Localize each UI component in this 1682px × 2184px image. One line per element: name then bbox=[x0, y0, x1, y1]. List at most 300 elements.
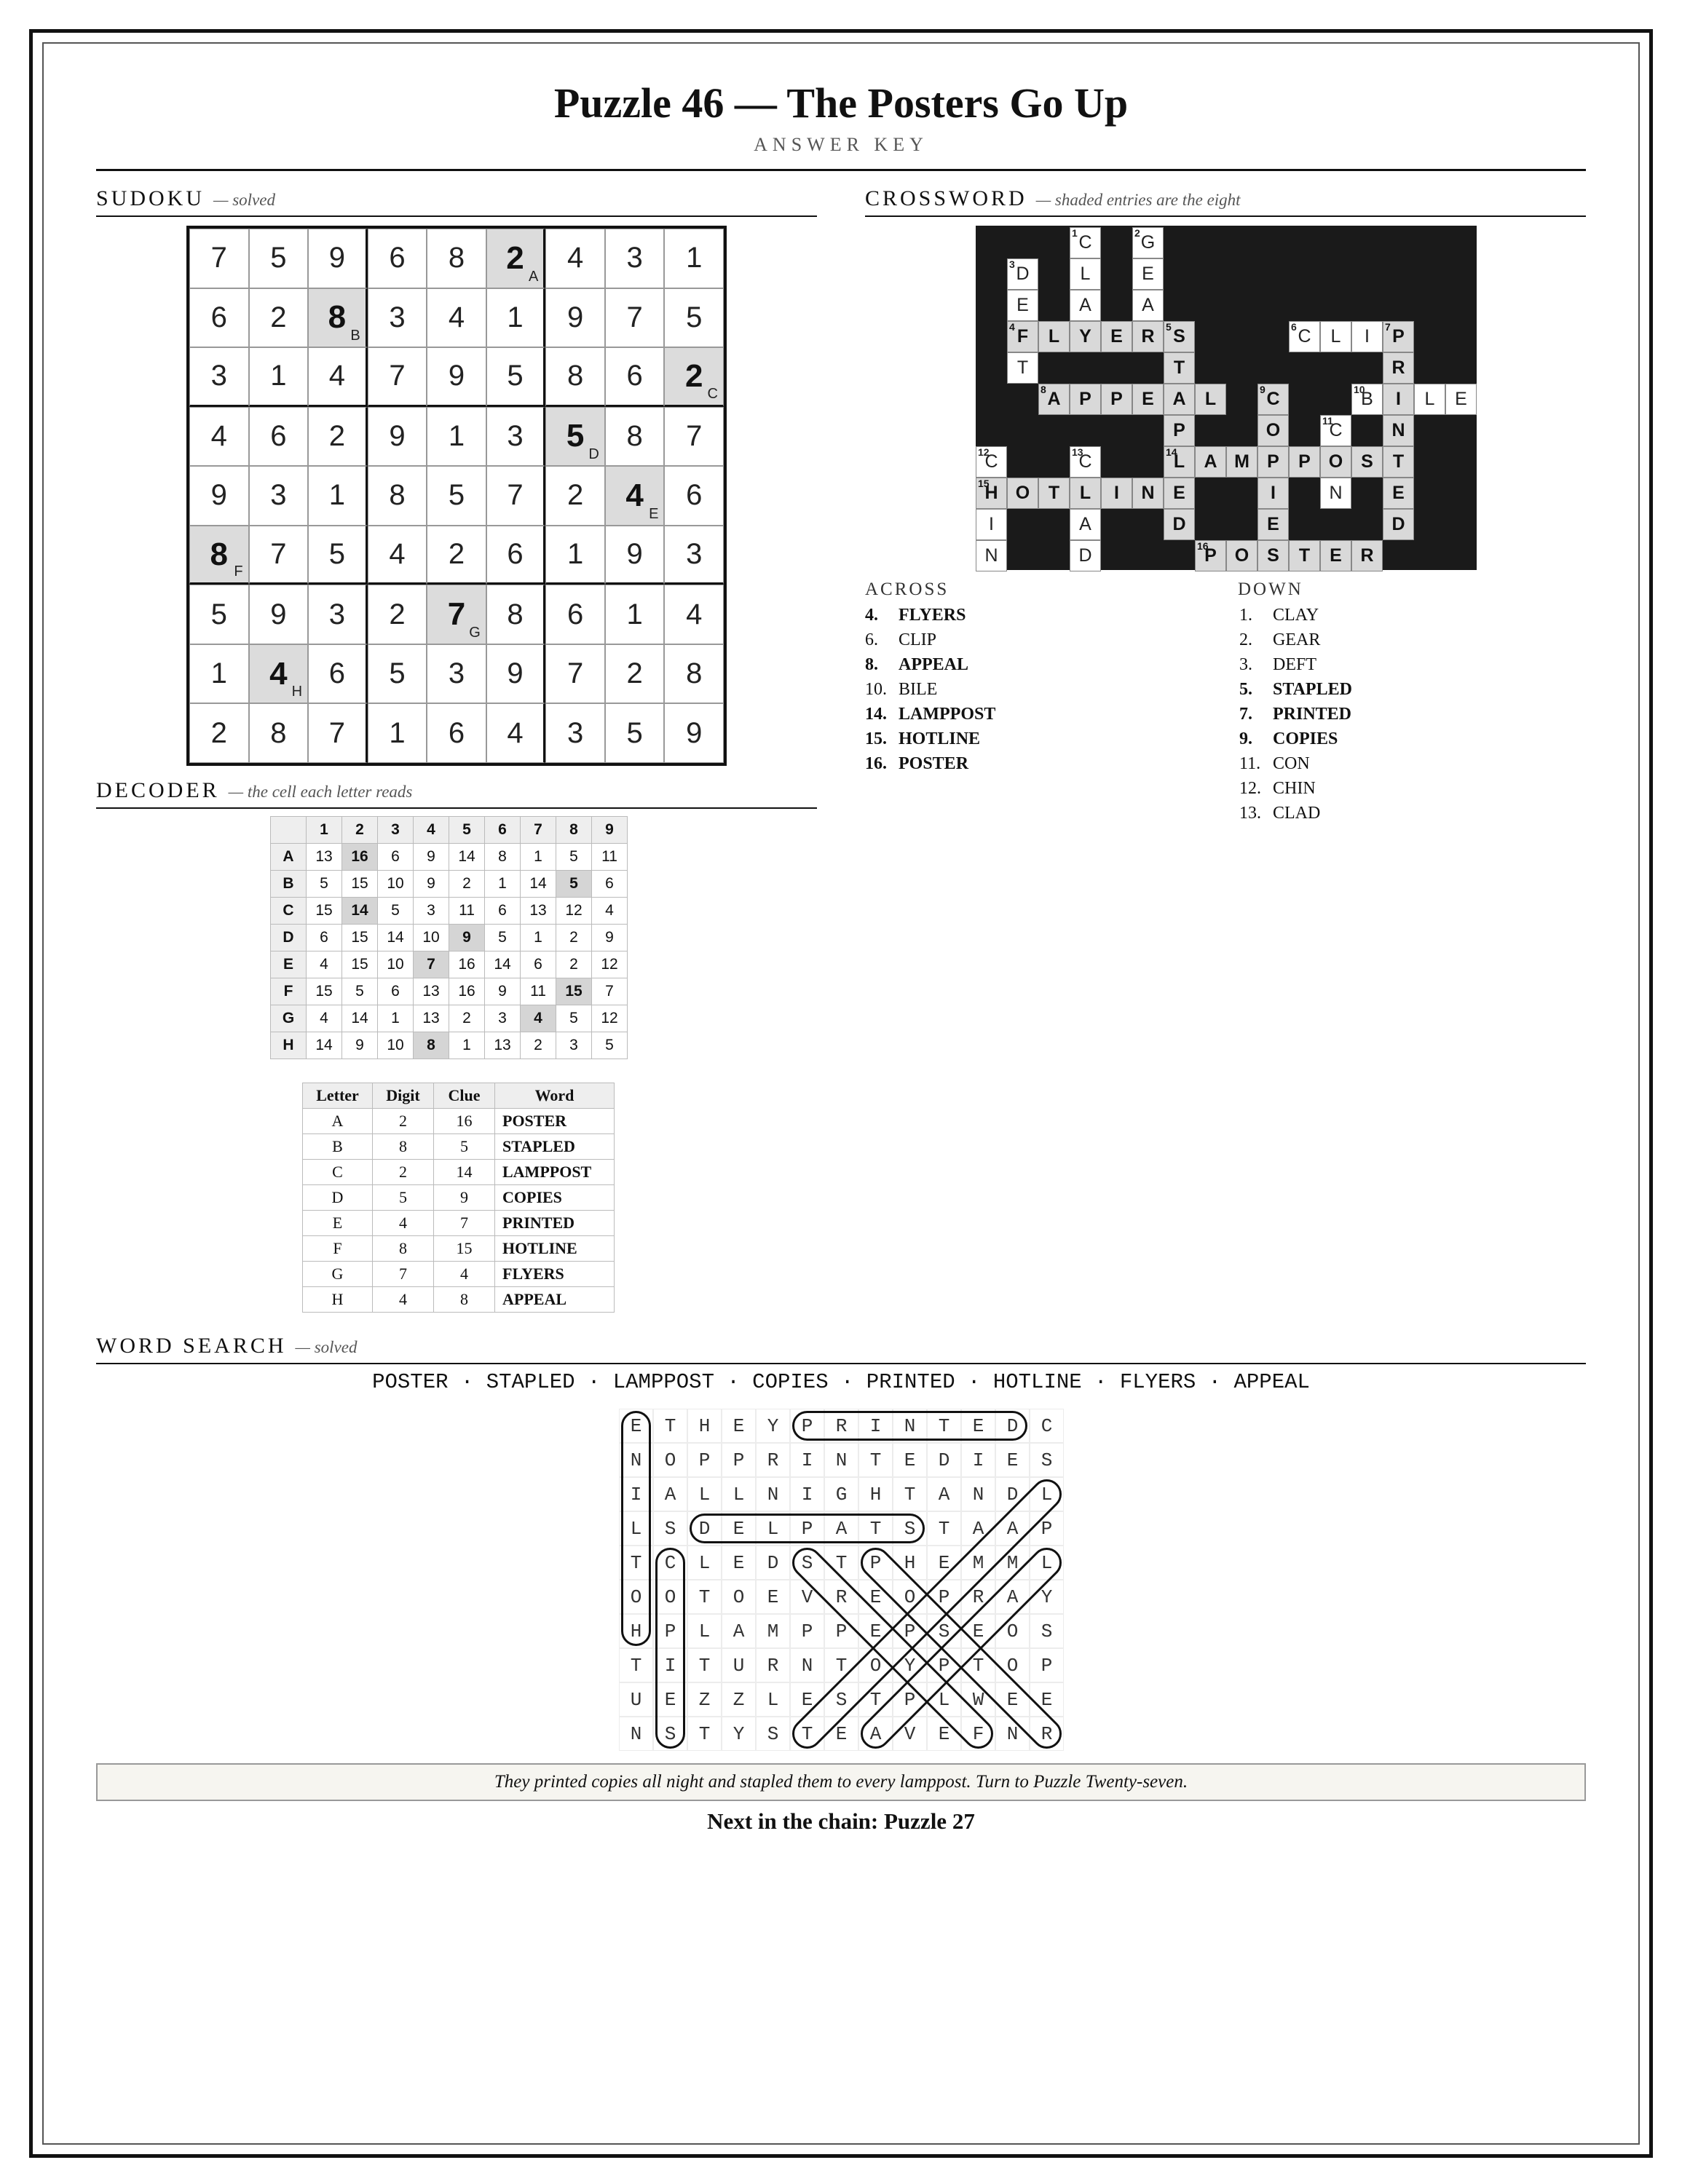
key-cell: 5 bbox=[434, 1134, 495, 1160]
decoder-cell: 5 bbox=[485, 925, 521, 951]
sudoku-cell bbox=[545, 526, 605, 585]
sudoku-digit: 8 bbox=[270, 716, 287, 749]
sudoku-letter-tag: F bbox=[234, 563, 243, 580]
sudoku-cell bbox=[368, 288, 427, 348]
decoder-cell: 15 bbox=[307, 898, 342, 925]
word-search-cell: P bbox=[790, 1409, 824, 1443]
decoder-row bbox=[271, 898, 628, 925]
sudoku-cell bbox=[368, 703, 427, 763]
decoder-col-head: 4 bbox=[414, 817, 449, 844]
decoder-row bbox=[271, 951, 628, 978]
crossword-letter: C bbox=[1078, 451, 1092, 472]
decoder-header-row bbox=[271, 817, 628, 844]
clue-number: 2. bbox=[1239, 630, 1252, 649]
clue-number: 3. bbox=[1239, 655, 1252, 674]
sudoku-digit: 2 bbox=[448, 538, 465, 571]
sudoku-cell bbox=[308, 703, 368, 763]
sudoku-cell bbox=[249, 585, 309, 644]
word-search-cell: D bbox=[756, 1546, 790, 1580]
decoder-cell: 11 bbox=[592, 844, 628, 871]
word-search-cell: S bbox=[653, 1717, 687, 1751]
decoder-col-head: 3 bbox=[378, 817, 414, 844]
crossword-cell bbox=[1070, 446, 1101, 478]
clue-answer: CLIP bbox=[899, 630, 937, 649]
clue-entry bbox=[865, 655, 968, 675]
clue-entry bbox=[865, 729, 980, 749]
crossword-cell bbox=[1164, 352, 1195, 384]
word-search-cell: A bbox=[653, 1477, 687, 1511]
decoder-cell: 15 bbox=[342, 925, 378, 951]
crossword-number: 7 bbox=[1385, 321, 1391, 333]
word-search-cell: Z bbox=[687, 1682, 722, 1717]
key-row bbox=[303, 1287, 615, 1313]
decoder-cell: 4 bbox=[592, 898, 628, 925]
decoder-row-head: C bbox=[271, 898, 307, 925]
word-search-cell: O bbox=[995, 1648, 1030, 1682]
crossword-cell bbox=[1101, 478, 1132, 509]
sudoku-digit: 5 bbox=[210, 598, 227, 630]
word-search-cell: O bbox=[858, 1648, 893, 1682]
decoder-cell: 5 bbox=[592, 1032, 628, 1059]
decoder-cell: 2 bbox=[521, 1032, 556, 1059]
key-cell: 4 bbox=[373, 1211, 434, 1236]
word-search-cell: E bbox=[995, 1443, 1030, 1477]
key-cell: 16 bbox=[434, 1109, 495, 1134]
word-search-cell: A bbox=[858, 1717, 893, 1751]
sudoku-cell bbox=[308, 288, 368, 348]
crossword-letter: A bbox=[1079, 514, 1091, 534]
clue-answer: GEAR bbox=[1273, 630, 1321, 649]
clue-entry bbox=[1239, 655, 1316, 675]
decoder-cell: 9 bbox=[414, 871, 449, 898]
crossword-letter: I bbox=[1271, 483, 1276, 503]
page-title: Puzzle 46 — The Posters Go Up bbox=[553, 79, 1129, 127]
decoder-cell: 8 bbox=[414, 1032, 449, 1059]
crossword-letter: D bbox=[1172, 514, 1186, 534]
word-search-cell: I bbox=[653, 1648, 687, 1682]
decoder-cell: 2 bbox=[449, 871, 485, 898]
decoder-cell: 14 bbox=[521, 871, 556, 898]
crossword-cell bbox=[1351, 540, 1383, 571]
crossword-cell bbox=[1257, 509, 1289, 540]
wordsearch-header bbox=[96, 1334, 1586, 1364]
word-search-cell: N bbox=[961, 1477, 995, 1511]
word-search-cell: T bbox=[619, 1648, 653, 1682]
section-note: — solved bbox=[213, 191, 275, 209]
clue-entry bbox=[1239, 606, 1319, 625]
crossword-letter: D bbox=[1391, 514, 1405, 534]
clue-entry bbox=[1239, 804, 1320, 823]
clue-entry bbox=[1239, 705, 1351, 724]
clue-answer: PRINTED bbox=[1273, 705, 1352, 724]
key-cell: G bbox=[303, 1262, 373, 1287]
crossword-letter: P bbox=[1173, 420, 1185, 440]
sudoku-digit: 7 bbox=[210, 242, 227, 274]
crossword-letter: O bbox=[1266, 420, 1281, 440]
word-list: POSTER · STAPLED · LAMPPOST · COPIES · PRINTED · HOTLINE · FLYERS · APPEAL bbox=[372, 1370, 1310, 1394]
word-search-cell: E bbox=[722, 1546, 756, 1580]
word-search-cell: H bbox=[893, 1546, 927, 1580]
word-search-cell: H bbox=[858, 1477, 893, 1511]
sudoku-cell bbox=[545, 644, 605, 704]
sudoku-digit: 3 bbox=[270, 479, 287, 512]
crossword-cell bbox=[1007, 352, 1038, 384]
decoder-cell: 8 bbox=[485, 844, 521, 871]
clue-entry bbox=[865, 606, 966, 625]
sudoku-digit: 9 bbox=[270, 598, 287, 630]
decoder-cell: 6 bbox=[378, 978, 414, 1005]
sudoku-cell bbox=[545, 466, 605, 526]
word-search-cell: C bbox=[653, 1546, 687, 1580]
decoder-cell: 2 bbox=[556, 951, 592, 978]
crossword-letter: T bbox=[1298, 545, 1311, 566]
sudoku-digit: 7 bbox=[270, 538, 287, 571]
decoder-col-head: 2 bbox=[342, 817, 378, 844]
sudoku-letter-tag: C bbox=[707, 385, 718, 402]
crossword-letter: P bbox=[1298, 451, 1311, 472]
sudoku-digit: 8 bbox=[389, 479, 406, 512]
crossword-cell bbox=[1383, 509, 1414, 540]
sudoku-cell bbox=[486, 585, 546, 644]
crossword-cell bbox=[1351, 321, 1383, 352]
sudoku-digit: 7 bbox=[389, 360, 406, 392]
key-row bbox=[303, 1185, 615, 1211]
decoder-cell: 1 bbox=[449, 1032, 485, 1059]
word-search-cell: L bbox=[687, 1614, 722, 1648]
key-cell: PRINTED bbox=[495, 1211, 615, 1236]
crossword-letter: T bbox=[1173, 357, 1185, 378]
word-search-cell: N bbox=[756, 1477, 790, 1511]
clue-entry bbox=[1239, 680, 1352, 700]
crossword-cell bbox=[1257, 540, 1289, 571]
word-search-cell: S bbox=[1030, 1614, 1064, 1648]
sudoku-digit: 7 bbox=[686, 419, 703, 452]
clue-number: 7. bbox=[1239, 705, 1252, 724]
crossword-letter: T bbox=[1016, 357, 1029, 378]
crossword-number: 4 bbox=[1009, 321, 1015, 333]
sudoku-digit: 4 bbox=[328, 360, 345, 392]
word-search-cell: C bbox=[1030, 1409, 1064, 1443]
word-search-cell: E bbox=[927, 1546, 961, 1580]
crossword-letter: A bbox=[1047, 389, 1061, 409]
key-row bbox=[303, 1134, 615, 1160]
crossword-cell bbox=[1320, 478, 1351, 509]
decoder-col-head: 8 bbox=[556, 817, 592, 844]
key-cell: 8 bbox=[373, 1134, 434, 1160]
sudoku-cell bbox=[368, 466, 427, 526]
sudoku-cell bbox=[368, 407, 427, 467]
sudoku-cell bbox=[368, 644, 427, 704]
crossword-cell bbox=[1320, 446, 1351, 478]
word-search-cell: P bbox=[858, 1546, 893, 1580]
crossword-letter: S bbox=[1361, 451, 1373, 472]
sudoku-digit: 4 bbox=[625, 477, 644, 513]
decoder-col-head: 9 bbox=[592, 817, 628, 844]
word-search-cell: T bbox=[961, 1648, 995, 1682]
decoder-cell: 10 bbox=[414, 925, 449, 951]
crossword-letter: E bbox=[1455, 389, 1467, 409]
crossword-number: 11 bbox=[1322, 415, 1333, 427]
sudoku-cell bbox=[427, 644, 486, 704]
crossword-cell bbox=[1132, 384, 1164, 415]
sudoku-letter-tag: D bbox=[588, 446, 599, 463]
word-search-cell: L bbox=[687, 1546, 722, 1580]
crossword-cell bbox=[1383, 352, 1414, 384]
sudoku-digit: 4 bbox=[269, 655, 288, 692]
crossword-letter: P bbox=[1204, 545, 1217, 566]
sudoku-digit: 6 bbox=[389, 242, 406, 274]
sudoku-digit: 5 bbox=[566, 418, 585, 454]
decoder-col-head: 1 bbox=[307, 817, 342, 844]
crossword-letter: A bbox=[1079, 295, 1091, 315]
crossword-cell bbox=[1070, 258, 1101, 290]
crossword-letter: D bbox=[1078, 545, 1092, 566]
crossword-cell bbox=[1320, 540, 1351, 571]
decoder-cell: 4 bbox=[307, 1005, 342, 1032]
crossword-letter: N bbox=[1141, 483, 1155, 503]
clue-number: 8. bbox=[865, 655, 878, 674]
sudoku-cell bbox=[605, 585, 665, 644]
word-search-cell: R bbox=[824, 1580, 858, 1614]
word-search-cell: N bbox=[995, 1717, 1030, 1751]
crossword-cell bbox=[1445, 384, 1477, 415]
crossword-letter: R bbox=[1141, 326, 1155, 347]
decoder-cell: 16 bbox=[342, 844, 378, 871]
word-search-cell: T bbox=[687, 1580, 722, 1614]
key-col-head: Clue bbox=[434, 1083, 495, 1109]
decoder-row-head: D bbox=[271, 925, 307, 951]
sudoku-digit: 7 bbox=[507, 479, 524, 512]
word-search-cell: E bbox=[961, 1614, 995, 1648]
sudoku-digit: 9 bbox=[626, 538, 643, 571]
clue-answer: HOTLINE bbox=[899, 729, 981, 748]
clue-number: 13. bbox=[1239, 804, 1261, 823]
word-search-cell: I bbox=[961, 1443, 995, 1477]
crossword-cell bbox=[1320, 321, 1351, 352]
sudoku-cell bbox=[308, 407, 368, 467]
decoder-cell: 13 bbox=[485, 1032, 521, 1059]
sudoku-cell bbox=[189, 347, 249, 407]
word-search-cell: H bbox=[687, 1409, 722, 1443]
key-cell: B bbox=[303, 1134, 373, 1160]
crossword-cell bbox=[1007, 478, 1038, 509]
decoder-cell: 14 bbox=[307, 1032, 342, 1059]
key-cell: COPIES bbox=[495, 1185, 615, 1211]
sudoku-cell bbox=[249, 229, 309, 288]
word-search-cell: T bbox=[858, 1682, 893, 1717]
decoder-cell: 5 bbox=[378, 898, 414, 925]
sudoku-digit: 4 bbox=[686, 598, 703, 630]
sudoku-digit: 8 bbox=[507, 598, 524, 630]
crossword-header bbox=[865, 186, 1586, 217]
decoder-cell: 1 bbox=[521, 925, 556, 951]
crossword-letter: A bbox=[1142, 295, 1154, 315]
word-search-cell: P bbox=[893, 1614, 927, 1648]
crossword-cell bbox=[1257, 415, 1289, 446]
sudoku-digit: 5 bbox=[448, 479, 465, 512]
word-search-cell: L bbox=[619, 1511, 653, 1546]
word-search-cell: T bbox=[927, 1409, 961, 1443]
word-search-cell: E bbox=[790, 1682, 824, 1717]
clue-entry bbox=[865, 754, 968, 774]
word-search-cell: A bbox=[927, 1477, 961, 1511]
decoder-cell: 14 bbox=[342, 898, 378, 925]
crossword-letter: H bbox=[984, 483, 998, 503]
sudoku-cell bbox=[605, 229, 665, 288]
crossword-cell bbox=[1164, 478, 1195, 509]
sudoku-digit: 3 bbox=[328, 598, 345, 630]
word-search-cell: L bbox=[1030, 1477, 1064, 1511]
section-note: — solved bbox=[295, 1338, 358, 1356]
sudoku-cell bbox=[427, 407, 486, 467]
word-search-cell: L bbox=[927, 1682, 961, 1717]
key-row bbox=[303, 1262, 615, 1287]
word-search-cell: A bbox=[722, 1614, 756, 1648]
decoder-cell: 14 bbox=[342, 1005, 378, 1032]
crossword-cell bbox=[1132, 478, 1164, 509]
decoder-col-head: 7 bbox=[521, 817, 556, 844]
sudoku-cell bbox=[664, 347, 724, 407]
word-search-cell: E bbox=[824, 1717, 858, 1751]
clue-number: 12. bbox=[1239, 779, 1261, 798]
key-col-head: Digit bbox=[373, 1083, 434, 1109]
crossword-number: 1 bbox=[1072, 227, 1078, 239]
sudoku-cell bbox=[249, 347, 309, 407]
sudoku-cell bbox=[664, 526, 724, 585]
section-name: CROSSWORD bbox=[865, 186, 1027, 210]
sudoku-cell bbox=[664, 407, 724, 467]
word-search-cell: T bbox=[824, 1546, 858, 1580]
sudoku-digit: 2 bbox=[566, 479, 584, 512]
decoder-cell: 9 bbox=[485, 978, 521, 1005]
sudoku-digit: 4 bbox=[566, 242, 584, 274]
sudoku-cell bbox=[308, 347, 368, 407]
key-cell: F bbox=[303, 1236, 373, 1262]
sudoku-cell bbox=[486, 644, 546, 704]
sudoku-digit: 2 bbox=[506, 240, 524, 276]
sudoku-cell bbox=[249, 407, 309, 467]
title-rule bbox=[96, 169, 1586, 171]
sudoku-digit: 2 bbox=[210, 716, 227, 749]
crossword-cell bbox=[1195, 540, 1226, 571]
crossword-cell bbox=[976, 446, 1007, 478]
decoder-cell: 6 bbox=[485, 898, 521, 925]
crossword-letter: N bbox=[1329, 483, 1343, 503]
clue-number: 5. bbox=[1239, 680, 1252, 699]
clue-entry bbox=[865, 705, 995, 724]
sudoku-cell bbox=[486, 526, 546, 585]
clue-answer: APPEAL bbox=[899, 655, 968, 674]
word-search-cell: E bbox=[653, 1682, 687, 1717]
crossword-cell bbox=[1195, 446, 1226, 478]
clue-number: 9. bbox=[1239, 729, 1252, 748]
sudoku-cell bbox=[545, 229, 605, 288]
word-search-cell: P bbox=[824, 1614, 858, 1648]
decoder-cell: 2 bbox=[449, 1005, 485, 1032]
word-search-cell: L bbox=[722, 1477, 756, 1511]
sudoku-cell bbox=[308, 466, 368, 526]
word-search-cell: L bbox=[756, 1511, 790, 1546]
word-search-cell: E bbox=[619, 1409, 653, 1443]
crossword-number: 15 bbox=[978, 478, 990, 489]
sudoku-letter-tag: G bbox=[469, 624, 481, 641]
clue-entry bbox=[1239, 729, 1338, 749]
word-search-cell: N bbox=[619, 1717, 653, 1751]
decoder-row-head: F bbox=[271, 978, 307, 1005]
word-search-cell: P bbox=[790, 1511, 824, 1546]
crossword-cell bbox=[1070, 478, 1101, 509]
sudoku-digit: 3 bbox=[686, 538, 703, 571]
clue-number: 10. bbox=[865, 680, 887, 699]
sudoku-cell bbox=[249, 466, 309, 526]
crossword-number: 9 bbox=[1260, 384, 1266, 395]
word-search-cell: T bbox=[893, 1477, 927, 1511]
crossword-cell bbox=[1383, 478, 1414, 509]
crossword-letter: C bbox=[1266, 389, 1280, 409]
decoder-row bbox=[271, 978, 628, 1005]
crossword-letter: I bbox=[1365, 326, 1370, 347]
word-search-cell: V bbox=[893, 1717, 927, 1751]
sudoku-cell bbox=[486, 466, 546, 526]
key-cell: 5 bbox=[373, 1185, 434, 1211]
crossword-letter: A bbox=[1172, 389, 1186, 409]
sudoku-cell bbox=[189, 407, 249, 467]
crossword-cell bbox=[1414, 384, 1445, 415]
decoder-cell: 15 bbox=[342, 871, 378, 898]
crossword-cell bbox=[1070, 384, 1101, 415]
sudoku-cell bbox=[545, 407, 605, 467]
word-search-cell: S bbox=[790, 1546, 824, 1580]
sudoku-cell bbox=[486, 407, 546, 467]
section-name: SUDOKU bbox=[96, 186, 205, 210]
clue-answer: DEFT bbox=[1273, 655, 1316, 674]
decoder-cell: 15 bbox=[307, 978, 342, 1005]
sudoku-cell bbox=[308, 526, 368, 585]
key-row bbox=[303, 1109, 615, 1134]
word-search-cell: R bbox=[824, 1409, 858, 1443]
crossword-cell bbox=[1132, 258, 1164, 290]
sudoku-cell bbox=[664, 585, 724, 644]
word-search-cell: I bbox=[790, 1477, 824, 1511]
crossword-number: 6 bbox=[1291, 321, 1297, 333]
crossword-cell bbox=[976, 478, 1007, 509]
sudoku-digit: 8 bbox=[626, 419, 643, 452]
crossword-cell bbox=[1351, 446, 1383, 478]
sudoku-cell bbox=[605, 644, 665, 704]
sudoku-digit: 9 bbox=[686, 716, 703, 749]
word-search-cell: Z bbox=[722, 1682, 756, 1717]
word-search-cell: N bbox=[824, 1443, 858, 1477]
crossword-letter: E bbox=[1142, 264, 1154, 284]
sudoku-header bbox=[96, 186, 817, 217]
crossword-cell bbox=[1038, 478, 1070, 509]
sudoku-cell bbox=[249, 703, 309, 763]
word-search-cell: A bbox=[995, 1580, 1030, 1614]
word-search-cell: N bbox=[619, 1443, 653, 1477]
sudoku-cell bbox=[486, 229, 546, 288]
word-search-cell: S bbox=[653, 1511, 687, 1546]
word-search-cell: S bbox=[893, 1511, 927, 1546]
crossword-cell bbox=[1070, 321, 1101, 352]
word-search-cell: A bbox=[995, 1511, 1030, 1546]
decoder-cell: 4 bbox=[307, 951, 342, 978]
crossword-cell bbox=[1101, 321, 1132, 352]
decoder-cell: 14 bbox=[378, 925, 414, 951]
crossword-letter: I bbox=[989, 514, 994, 534]
word-search-cell: P bbox=[893, 1682, 927, 1717]
word-search-cell: E bbox=[858, 1580, 893, 1614]
sudoku-cell bbox=[189, 644, 249, 704]
